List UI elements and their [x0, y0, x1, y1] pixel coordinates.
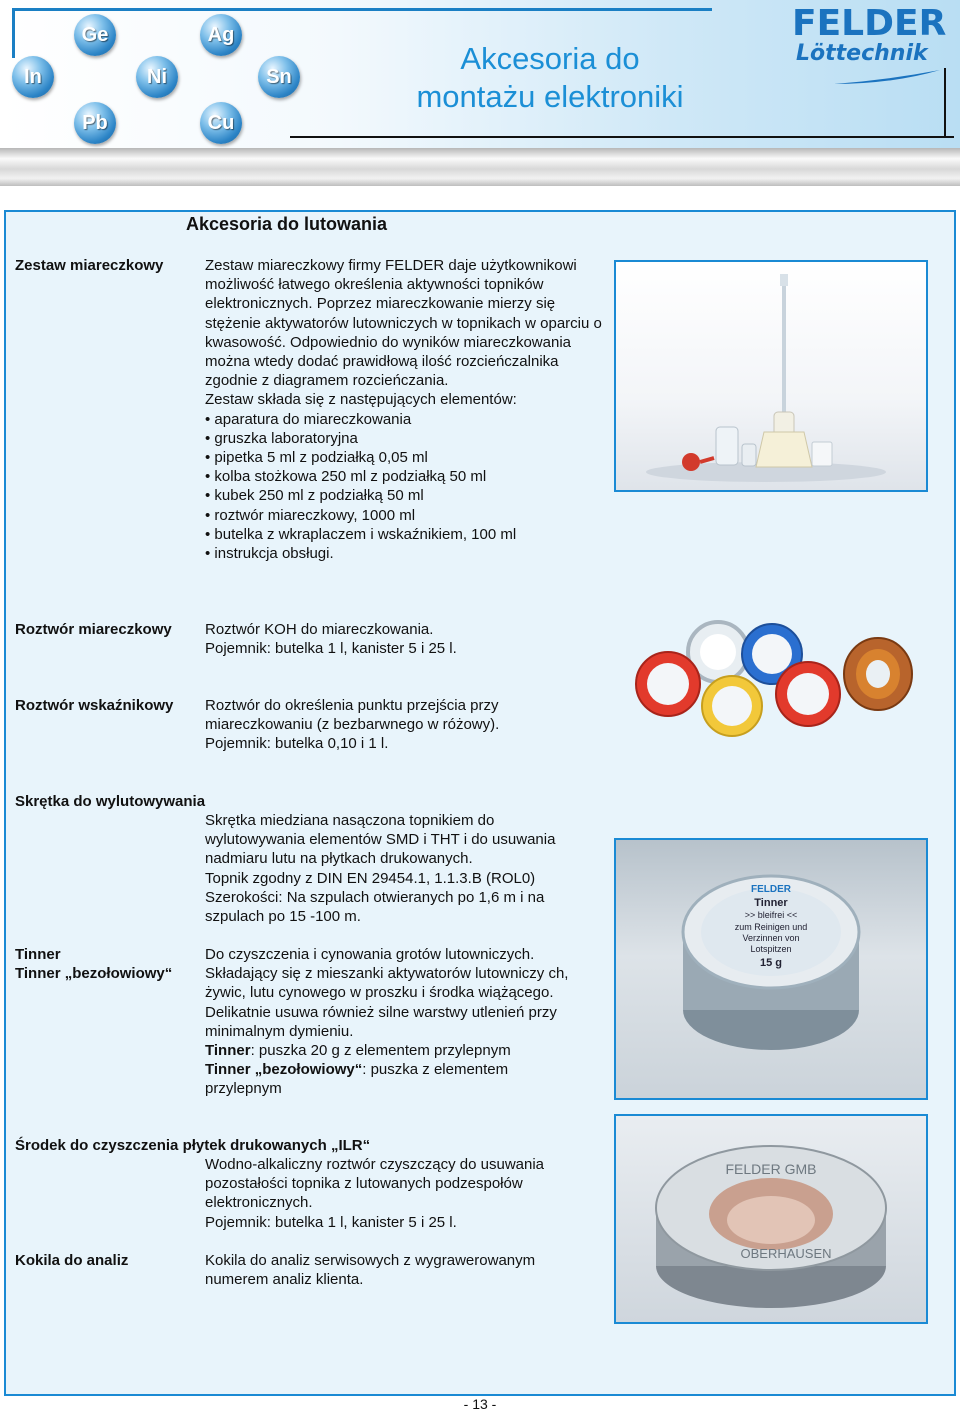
desoldering-braid-illustration	[620, 614, 930, 744]
felder-logo	[792, 3, 950, 86]
tinner-can-line: zum Reinigen und	[734, 922, 808, 932]
tinner-variant-a	[205, 1041, 573, 1060]
tinner-label: Tinner	[15, 946, 61, 963]
analysis-crucible-text	[205, 1251, 575, 1289]
page-title	[380, 40, 720, 116]
element-badge-cu: Cu	[200, 102, 242, 144]
tinner-can-line: 15 g	[759, 957, 783, 969]
element-badge-ni: Ni	[136, 56, 178, 98]
element-badge-pb: Pb	[74, 102, 116, 144]
tinner-variant-b-desc: : puszka z elementem przylepnym	[205, 1061, 509, 1098]
titration-solution-label: Roztwór miareczkowy	[15, 621, 172, 638]
list-item: • aparatura do miareczkowania	[205, 410, 605, 429]
list-item: • roztwór miareczkowy, 1000 ml	[205, 506, 605, 525]
element-badge-sn: Sn	[258, 56, 300, 98]
crucible-engraving-top: FELDER GMB	[725, 1161, 817, 1177]
logo-text-lottechnik: Löttechnik	[796, 41, 928, 66]
tinner-variant-b-name: Tinner „bezołowiowy“	[205, 1061, 363, 1079]
tinner-can-line: Lotspitzen	[750, 944, 792, 954]
titration-set-label: Zestaw miareczkowy	[15, 257, 164, 274]
analysis-crucible-line1: Kokila do analiz serwisowych z wygrawerowanym numerem analiz klienta.	[205, 1252, 536, 1289]
header-rule-left	[12, 8, 15, 58]
list-item: • butelka z wkraplaczem i wskaźnikiem, 100 ml	[205, 525, 605, 544]
titration-set-description: Zestaw miareczkowy firmy FELDER daje użytkownikowi możliwość łatwego określenia aktywności topników elektronicznych. Poprzez miareczkowanie mierzy się stężenie aktywatorów lutowniczych w topnikach w oparciu o kwasowość. Odpowiednio do wyników miareczkowania można wtedy dodać prawidłową ilość rozcieńczalnika zgodnie z diagramem rozcieńczania.	[205, 257, 602, 390]
analysis-crucible-illustration	[616, 1116, 926, 1322]
titration-solution-line2: Pojemnik: butelka 1 l, kanister 5 i 25 l.	[205, 640, 457, 658]
analysis-crucible-photo	[614, 1114, 928, 1324]
desoldering-braid-photo	[620, 614, 930, 744]
titration-apparatus-illustration	[616, 262, 926, 490]
list-item: • gruszka laboratoryjna	[205, 429, 605, 448]
tinner-line1: Do czyszczenia i cynowania grotów lutowniczych.	[205, 946, 535, 963]
tinner-can-photo	[614, 838, 928, 1100]
tinner-can-line: Verzinnen von	[742, 933, 800, 943]
indicator-solution-label: Roztwór wskaźnikowy	[15, 697, 174, 714]
tinner-line2: Składający się z mieszanki aktywatorów lutowniczy ch, żywic, lutu cynowego w proszku i środka wiążącego.	[205, 965, 569, 1002]
header-rule-top	[12, 8, 712, 11]
list-item: • kolba stożkowa 250 ml z podziałką 50 ml	[205, 467, 605, 486]
element-badge-in: In	[12, 56, 54, 98]
indicator-solution-line1: Roztwór do określenia punktu przejścia przy miareczkowaniu (z bezbarwnego w różowy).	[205, 697, 500, 734]
desoldering-braid-line2: Topnik zgodny z DIN EN 29454.1, 1.1.3.B (ROL0)	[205, 869, 536, 887]
tinner-can-illustration	[616, 840, 926, 1098]
list-item: • pipetka 5 ml z podziałką 0,05 ml	[205, 448, 605, 467]
titration-solution-line1: Roztwór KOH do miareczkowania.	[205, 621, 434, 638]
page-number: - 13 -	[463, 1396, 497, 1412]
element-badge-ge: Ge	[74, 14, 116, 56]
pcb-cleaner-line1: Wodno-alkaliczny roztwór czyszczący do usuwania pozostałości topnika z lutowanych podzespołów elektronicznych.	[205, 1156, 545, 1212]
list-item: • instrukcja obsługi.	[205, 544, 605, 563]
section-title: Akcesoria do lutowania	[186, 214, 388, 234]
titration-set-text	[205, 256, 605, 563]
list-item: • kubek 250 ml z podziałką 50 ml	[205, 486, 605, 505]
desoldering-braid-line3: Szerokości: Na szpulach otwieranych po 1,6 m i na szpulach po 15 -100 m.	[205, 888, 545, 926]
titration-solution-text	[205, 620, 600, 658]
desoldering-braid-label: Skrętka do wylutowywania	[15, 793, 206, 810]
indicator-solution-line2: Pojemnik: butelka 0,10 i 1 l.	[205, 735, 389, 753]
titration-apparatus-photo	[614, 260, 928, 492]
analysis-crucible-label: Kokila do analiz	[15, 1252, 129, 1269]
tinner-can-line: >> bleifrei <<	[744, 910, 798, 920]
header-metal-bar	[0, 148, 960, 186]
tinner-variant-a-desc: : puszka 20 g z elementem przylepnym	[250, 1042, 511, 1060]
logo-text-felder: FELDER	[792, 3, 947, 44]
pcb-cleaner-line2: Pojemnik: butelka 1 l, kanister 5 i 25 l.	[205, 1213, 457, 1231]
header-rule-bottom	[290, 136, 954, 138]
tinner-text	[205, 945, 573, 1099]
pcb-cleaner-text	[205, 1155, 575, 1232]
crucible-engraving-bottom: OBERHAUSEN	[740, 1246, 832, 1261]
titration-set-items	[205, 410, 605, 564]
pcb-cleaner-label: Środek do czyszczenia płytek drukowanych „ILR“	[15, 1137, 371, 1154]
tinner-variant-a-name: Tinner	[205, 1042, 251, 1060]
page-header	[0, 0, 960, 150]
indicator-solution-text	[205, 696, 535, 754]
tinner-variant-b	[205, 1060, 573, 1098]
desoldering-braid-text	[205, 811, 575, 926]
page-title-line1: Akcesoria do	[460, 41, 640, 76]
tinner-can-line: Tinner	[754, 897, 788, 909]
tinner-lead-free-label: Tinner „bezołowiowy“	[15, 965, 173, 982]
desoldering-braid-line1: Skrętka miedziana nasączona topnikiem do wylutowywania elementów SMD i THT i do usuwania nadmiaru lutu na płytkach drukowanych.	[205, 812, 556, 868]
titration-set-contents-intro: Zestaw składa się z następujących elementów:	[205, 391, 517, 409]
page-title-line2: montażu elektroniki	[416, 79, 684, 114]
tinner-can-brand: FELDER	[751, 884, 791, 895]
element-badge-ag: Ag	[200, 14, 242, 56]
tinner-line3: Delikatnie usuwa również silne warstwy utlenień przy minimalnym dymieniu.	[205, 1003, 557, 1040]
logo-swoosh-icon	[832, 68, 942, 86]
